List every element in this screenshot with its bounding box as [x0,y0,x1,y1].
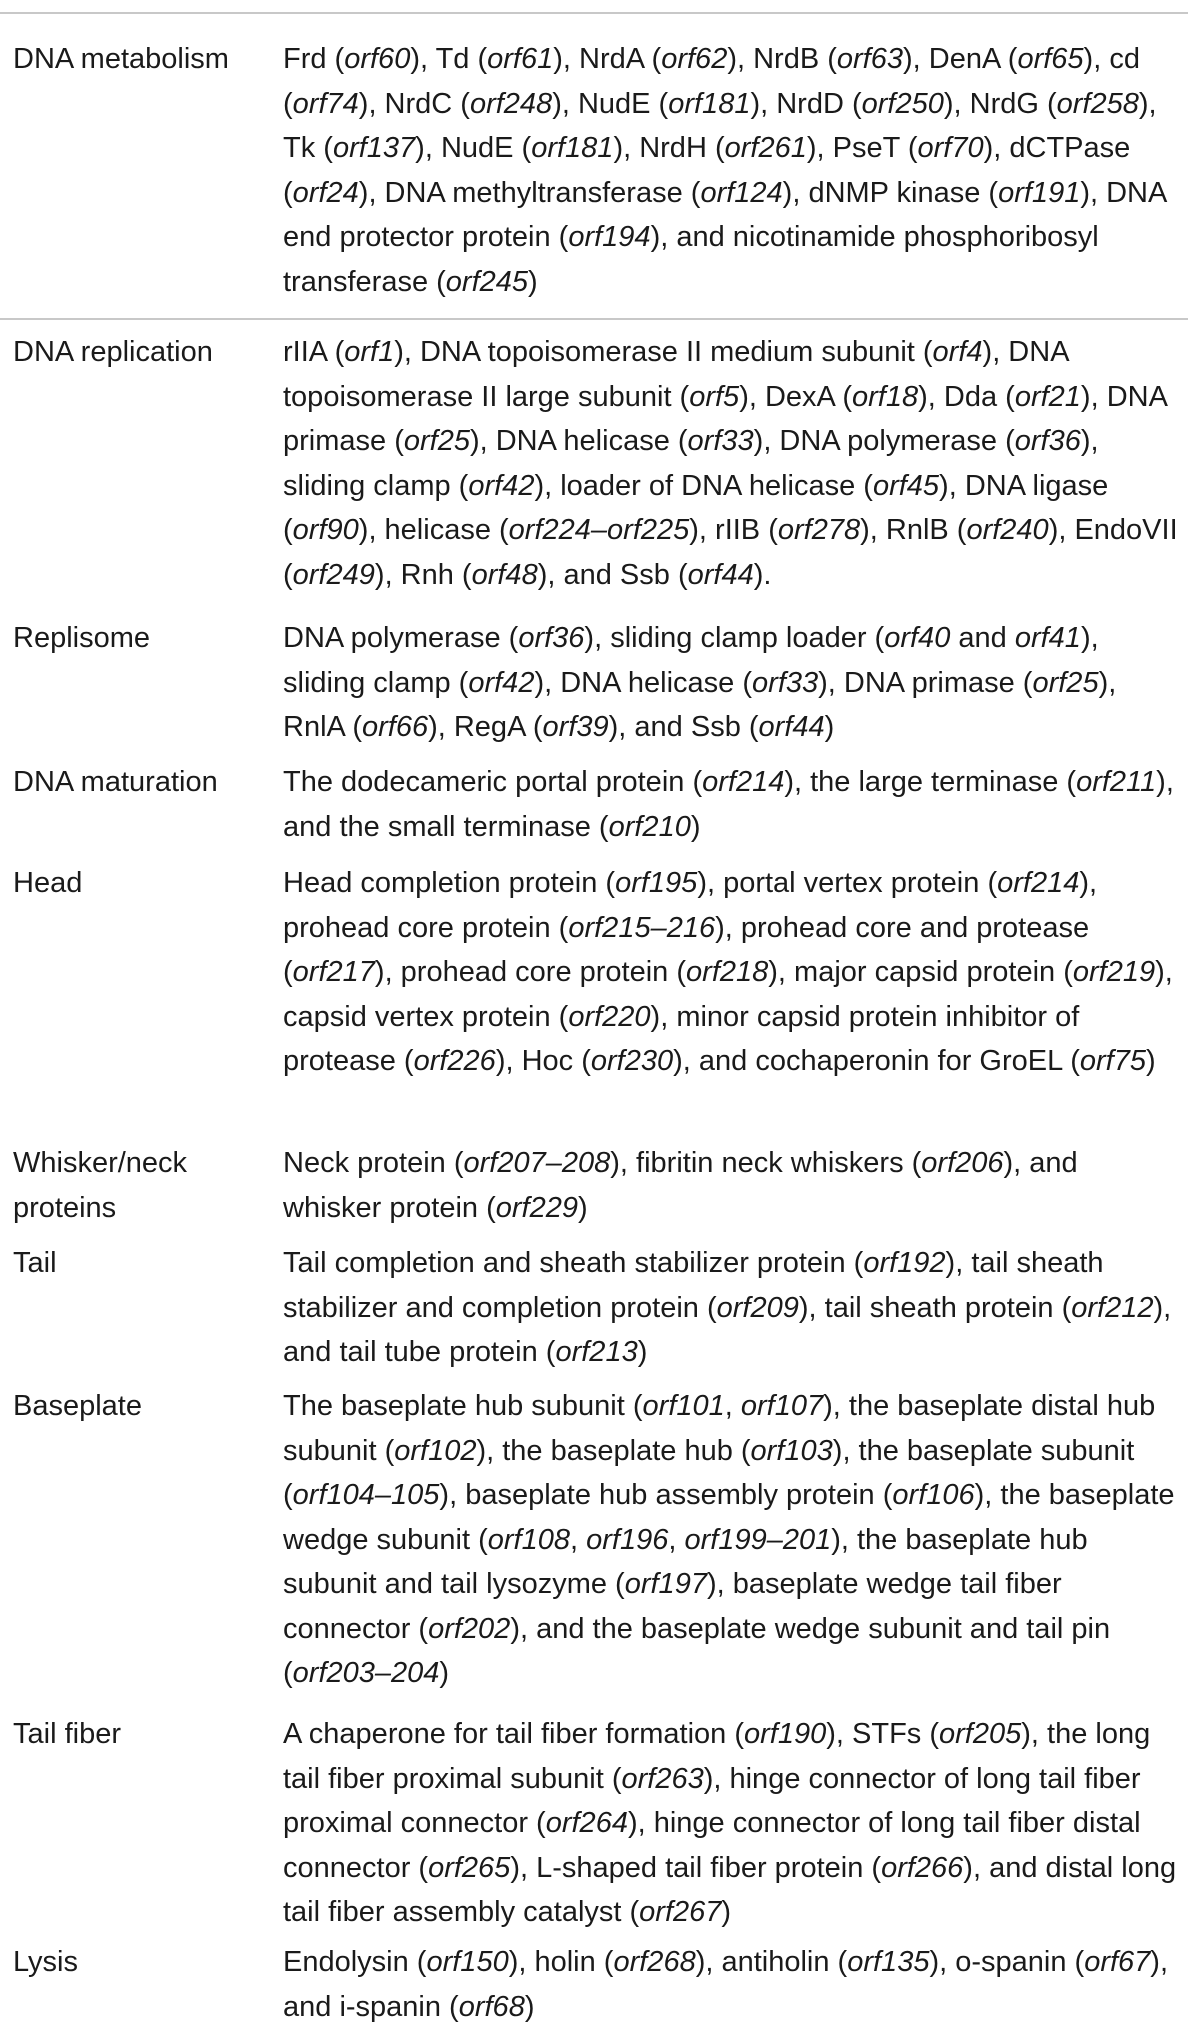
orf-id: orf42 [468,666,535,699]
table-row [0,1940,1188,2036]
description-text: ), L-shaped tail fiber protein ( [510,1851,882,1884]
description-text: ), tail sheath stabilizer and completion protein ( [283,1247,1104,1324]
orf-id: orf264 [545,1807,628,1839]
orf-id: orf266 [881,1851,964,1884]
orf-id: orf265 [428,1851,511,1884]
orf-id: orf199–201 [684,1523,832,1556]
description-text: ), and i-spanin ( [283,1946,1169,2023]
description-text: ), RnlA ( [283,666,1117,743]
orf-id: orf74 [292,87,359,120]
orf-id: orf207–208 [463,1147,611,1179]
description-text: ), Hoc ( [495,1045,591,1077]
description-text: ), the large terminase ( [784,766,1077,798]
description-text: ), cd ( [283,43,1140,120]
orf-id: orf18 [852,380,919,413]
orf-id: orf206 [921,1147,1004,1179]
orf-id: orf196 [586,1523,669,1556]
description-text: ), NudE ( [552,87,669,120]
description-cell [283,330,1188,618]
orf-id: orf197 [624,1568,707,1600]
orf-id: orf245 [445,265,529,298]
orf-id: orf70 [917,132,984,164]
description-text: ). [753,558,772,591]
orf-id: orf102 [394,1434,477,1467]
description-text: ), dNMP kinase ( [782,176,999,209]
description-text: ) [721,1896,732,1928]
description-text: ), prohead core protein ( [283,867,1098,944]
orf-id: orf278 [777,514,861,546]
description-text: ), the baseplate distal hub subunit ( [283,1390,1156,1467]
description-text: ), fibritin neck whiskers ( [610,1147,922,1179]
orf-id: orf106 [892,1479,975,1511]
orf-id: orf21 [1014,380,1081,413]
description-text: ), RnlB ( [860,514,967,546]
orf-id: orf263 [621,1762,704,1795]
description-text: ), STFs ( [826,1718,940,1750]
description-text: ) [577,1191,588,1224]
category-cell: Tail fiber [13,1718,121,1750]
description-text: ) [524,1990,535,2023]
description-text: ), and Ssb ( [608,711,759,743]
orf-id: orf40 [884,622,951,654]
description-text: ), RegA ( [428,711,543,743]
description-text: ), DNA topoisomerase II large subunit ( [283,336,1068,413]
description-text: ), the baseplate subunit ( [283,1434,1135,1511]
description-text: The dodecameric portal protein ( [283,766,703,798]
description-cell [283,760,1188,864]
description-cell [283,1940,1188,2036]
description-text: ), portal vertex protein ( [697,867,998,899]
description-text: ), DNA helicase ( [534,666,753,699]
orf-id: orf67 [1084,1946,1151,1978]
orf-id: orf191 [998,176,1081,209]
description-text: ), Td ( [410,43,488,75]
table-row [0,1141,1188,1245]
orf-id: orf61 [487,43,554,75]
orf-id: orf250 [861,87,944,120]
orf-id: orf181 [531,132,614,164]
description-text: ), dCTPase ( [283,132,1131,209]
orf-id: orf261 [724,132,807,164]
category-cell: Head [13,867,83,899]
description-text: ), the baseplate hub subunit and tail lysozyme ( [283,1523,1088,1600]
category-cell: Lysis [13,1946,78,1978]
category-cell: Whisker/neck proteins [13,1147,188,1224]
description-text: ), baseplate wedge tail fiber connector ( [283,1568,1062,1645]
description-text: ), DNA primase ( [283,380,1167,457]
orf-id: orf33 [687,425,754,457]
orf-id: orf68 [458,1990,525,2023]
description-text: , [569,1523,587,1556]
description-text: ), prohead core and protease ( [283,911,1090,988]
table-row [0,1241,1188,1391]
orf-id: orf33 [752,666,819,699]
description-cell [283,1712,1188,1956]
orf-id: orf65 [1017,43,1084,75]
orf-id: orf62 [661,43,728,75]
description-cell [283,861,1188,1151]
orf-id: orf213 [555,1336,638,1368]
description-text: Neck protein ( [283,1147,464,1179]
description-cell [283,1241,1188,1391]
orf-id: orf192 [863,1247,946,1279]
category-cell: DNA replication [13,336,213,368]
orf-id: orf219 [1072,956,1156,988]
description-text: ), the baseplate wedge subunit ( [283,1479,1175,1556]
orf-id: orf217 [292,956,375,988]
description-text: ), the baseplate hub ( [476,1434,751,1467]
orf-id: orf267 [639,1896,722,1928]
orf-id: orf101 [642,1390,725,1422]
orf-id: orf258 [1056,87,1139,120]
description-text: ), NrdB ( [727,43,837,75]
description-text: ), and nicotinamide phosphoribosyl transferase ( [283,221,1099,298]
orf-id: orf42 [468,469,535,502]
orf-id: orf203–204 [292,1657,440,1689]
orf-id: orf215–216 [568,911,716,944]
orf-id: orf214 [702,766,785,798]
orf-id: orf36 [518,622,585,654]
description-text: ) [528,265,538,298]
description-text: ) [637,1336,648,1368]
description-text: ), prohead core protein ( [374,956,687,988]
description-text: ) [690,810,701,843]
orf-id: orf150 [426,1946,509,1978]
orf-id: orf214 [997,867,1080,899]
orf-id: orf135 [847,1946,930,1978]
description-text: ), loader of DNA helicase ( [534,469,873,502]
description-text: ), sliding clamp loader ( [584,622,885,654]
orf-id: orf226 [413,1045,496,1077]
orf-id: orf39 [542,711,609,743]
description-text: ), NudE ( [415,132,532,164]
description-text: ) [824,711,835,743]
description-text: ), DNA ligase ( [283,469,1109,546]
description-text: A chaperone for tail fiber formation ( [283,1718,745,1750]
description-text: ), and cochaperonin for GroEL ( [673,1045,1080,1077]
description-text: ), DNA helicase ( [469,425,688,457]
description-text: Tail completion and sheath stabilizer protein ( [283,1247,864,1279]
description-text: ) [1145,1045,1156,1077]
orf-id: orf108 [487,1523,570,1556]
table-row [0,318,1188,618]
description-text: ), helicase ( [358,514,509,546]
orf-id: orf268 [613,1946,696,1978]
orf-id: orf90 [292,514,359,546]
description-text: and [950,622,1015,654]
orf-id: orf211 [1076,766,1157,798]
orf-id: orf124 [700,176,783,209]
orf-id: orf195 [615,867,698,899]
category-cell: DNA metabolism [13,43,229,75]
description-text: ), NrdG ( [943,87,1057,120]
description-text: ), PseT ( [806,132,918,164]
orf-id: orf190 [744,1718,827,1750]
category-cell: Tail [13,1247,57,1279]
description-text: ), sliding clamp ( [283,622,1099,699]
orf-id: orf218 [686,956,769,988]
description-text: ), and the baseplate wedge subunit and tail pin ( [283,1612,1111,1689]
orf-id: orf224–orf225 [508,514,690,546]
description-text: ), and distal long tail fiber assembly catalyst ( [283,1851,1177,1928]
description-text: ), the long tail fiber proximal subunit ( [283,1718,1151,1795]
description-text: ), minor capsid protein inhibitor of protease ( [283,1000,1080,1077]
orf-id: orf60 [344,43,411,75]
table-row [0,1712,1188,1956]
category-cell: Baseplate [13,1390,142,1422]
description-text: ), and tail tube protein ( [283,1291,1172,1368]
description-text: ), DNA methyltransferase ( [358,176,701,209]
description-text: Head completion protein ( [283,867,616,899]
description-text: rIIA ( [283,336,345,368]
table-row [0,760,1188,864]
description-text: ), and the small terminase ( [283,766,1174,843]
table-row [0,616,1188,764]
orf-id: orf181 [668,87,751,120]
description-text: ), Rnh ( [374,558,472,591]
description-text: Endolysin ( [283,1946,427,1978]
description-text: ), NrdH ( [613,132,725,164]
description-text: ), baseplate hub assembly protein ( [439,1479,893,1511]
description-cell [283,37,1188,318]
description-text: ), rIIB ( [689,514,778,546]
description-text: ), DNA topoisomerase II medium subunit ( [394,336,933,368]
description-text: DNA polymerase ( [283,622,519,654]
description-text: ), holin ( [508,1946,614,1978]
description-text: ), o-spanin ( [929,1946,1085,1978]
orf-id: orf25 [1032,666,1099,699]
orf-id: orf24 [292,176,359,209]
orf-id: orf209 [716,1291,799,1324]
orf-id: orf248 [469,87,553,120]
orf-id: orf45 [872,469,940,502]
description-text: ), capsid vertex protein ( [283,956,1173,1033]
description-text: ), antiholin ( [695,1946,848,1978]
description-text: ), DNA end protector protein ( [283,176,1166,253]
description-text: , [668,1523,685,1556]
description-text: ), Tk ( [283,87,1157,164]
orf-id: orf48 [471,558,538,591]
orf-id: orf194 [568,221,651,253]
table-row [0,1384,1188,1720]
description-text: ), DexA ( [739,380,853,413]
orf-id: orf5 [689,380,740,413]
orf-id: orf240 [966,514,1049,546]
orf-id: orf249 [292,558,375,591]
description-text: ), DNA primase ( [818,666,1033,699]
orf-id: orf4 [932,336,983,368]
description-text: ) [439,1657,450,1689]
orf-id: orf25 [403,425,470,457]
description-text: , [724,1390,741,1422]
description-text: ), sliding clamp ( [283,425,1099,502]
description-text: ), hinge connector of long tail fiber distal connector ( [283,1807,1141,1884]
orf-id: orf230 [590,1045,674,1077]
description-text: ), Dda ( [918,380,1015,413]
orf-id: orf66 [361,711,429,743]
description-text: ), EndoVII ( [283,514,1178,591]
orf-id: orf205 [939,1718,1022,1750]
description-text: ), NrdD ( [750,87,862,120]
category-cell: DNA maturation [13,766,218,798]
orf-id: orf75 [1079,1045,1146,1077]
orf-id: orf220 [568,1000,651,1033]
description-text: ), NrdA ( [553,43,662,75]
orf-id: orf63 [836,43,903,75]
orf-id: orf104–105 [292,1479,440,1511]
description-cell [283,1141,1188,1245]
description-text: The baseplate hub subunit ( [283,1390,643,1422]
orf-id: orf210 [608,810,691,843]
orf-id: orf44 [687,558,754,591]
description-cell [283,1384,1188,1720]
orf-id: orf212 [1071,1291,1154,1324]
description-text: Frd ( [283,43,345,75]
orf-id: orf103 [750,1434,833,1467]
orf-id: orf229 [495,1191,578,1224]
orf-id: orf137 [332,132,416,164]
description-text: ), major capsid protein ( [768,956,1073,988]
orf-id: orf41 [1014,622,1081,654]
description-text: ), hinge connector of long tail fiber proximal connector ( [283,1762,1141,1839]
orf-id: orf36 [1014,425,1081,457]
orf-id: orf1 [344,336,395,368]
orf-id: orf107 [740,1390,824,1422]
description-cell [283,616,1188,764]
table-row [0,12,1188,318]
orf-id: orf44 [758,711,825,743]
description-text: ), NrdC ( [358,87,470,120]
orf-id: orf202 [428,1612,511,1645]
description-text: ), tail sheath protein ( [798,1291,1072,1324]
description-text: ), DNA polymerase ( [753,425,1015,457]
description-text: ), and Ssb ( [537,558,688,591]
description-text: ), DenA ( [903,43,1018,75]
description-text: ), and whisker protein ( [283,1147,1078,1224]
table-row [0,861,1188,1151]
category-cell: Replisome [13,622,150,654]
